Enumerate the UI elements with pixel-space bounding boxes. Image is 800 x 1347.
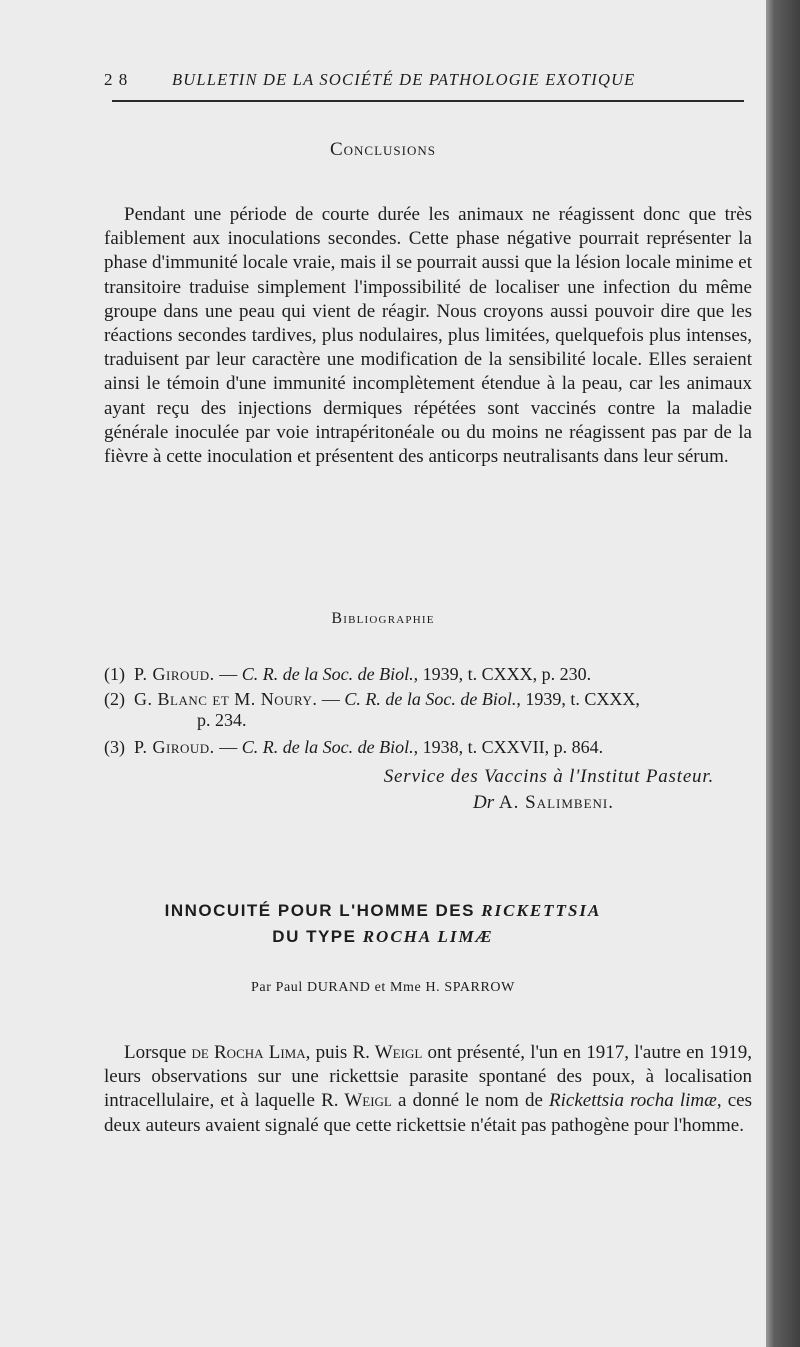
article-title-line-1: [0, 901, 766, 921]
paragraph-text: , ces deux auteurs avaient signalé que cette rickettsie n'était pas pathogène pour l'homme.: [104, 1090, 752, 1136]
reference-details: , 1939, t. CXXX, p. 230.: [413, 664, 592, 684]
running-title: BULLETIN DE LA SOCIÉTÉ DE PATHOLOGIE EXOTIQUE: [172, 70, 636, 89]
reference-details: , 1938, t. CXXVII, p. 864.: [413, 737, 604, 757]
signature-title: Dr: [473, 792, 495, 813]
article-paragraph: [104, 1041, 752, 1138]
article-title-genus: RICKETTSIA: [481, 901, 602, 920]
reference-number: (2): [104, 689, 125, 709]
signature-block: [384, 766, 714, 814]
reference-details: , 1939, t. CXXX,: [516, 689, 640, 709]
reference-journal: C. R. de la Soc. de Biol.: [241, 737, 414, 757]
reference-number: (1): [104, 664, 125, 684]
article-title-text: INNOCUITÉ POUR L'HOMME DES: [164, 901, 482, 920]
paragraph-text: , puis: [305, 1042, 353, 1063]
header-rule: [112, 100, 744, 102]
reference-author: P. Giroud.: [134, 737, 215, 757]
article-body: [104, 1041, 752, 1138]
paragraph-text: Lorsque: [124, 1042, 192, 1063]
signature-author: [384, 792, 614, 814]
reference-2-continuation: p. 234.: [197, 710, 247, 730]
byline-prefix: Par Paul: [251, 980, 307, 995]
byline-author-sparrow: SPARROW: [444, 980, 515, 995]
article-title-species: ROCHA LIMÆ: [362, 927, 494, 946]
reference-journal: C. R. de la Soc. de Biol.: [241, 664, 414, 684]
byline-middle: et Mme H.: [370, 980, 445, 995]
conclusions-heading: Conclusions: [329, 139, 436, 160]
conclusions-paragraph: Pendant une période de courte durée les animaux ne réagissent donc que très faiblement aux inoculations secondes. Cette phase négative pourrait représenter la phase d'immunité locale vraie, mais il se pourrait aussi que la lésion locale minime et transitoire traduise simplement l'impossibilité de localiser une infection du même groupe dans une peau qui vient de réagir. Nous croyons aussi pouvoir dire que les réactions secondes tardives, plus nodulaires, plus limitées, quelquefois plus intenses, traduisent par leur caractère une modification de la sensibilité locale. Elles seraient ainsi le témoin d'une immunité incomplètement étendue à la peau, car les animaux ayant reçu des injections dermiques répétées sont vaccinés contre la maladie générale inoculée par voie intrapéritonéale ou du moins ne réagissent pas par de la fièvre à cette inoculation et présentent des anticorps neutralisants dans leur sérum.: [104, 204, 752, 468]
running-header: [104, 70, 744, 94]
species-name: Rickettsia rocha limæ: [549, 1090, 717, 1112]
reference-3: [104, 737, 754, 758]
reference-1: [104, 664, 754, 685]
paragraph-text: a donné le nom de: [391, 1090, 550, 1112]
reference-author: P. Giroud.: [134, 664, 215, 684]
reference-number: (3): [104, 737, 125, 757]
bibliography-heading: Bibliographie: [331, 610, 435, 627]
reference-separator: —: [317, 689, 345, 709]
article-title-line-2: [0, 927, 766, 947]
signature-institution: Service des Vaccins à l'Institut Pasteur.: [383, 766, 714, 787]
page-number: 2 8: [104, 70, 129, 89]
reference-2: [104, 689, 754, 710]
reference-author: G. Blanc et M. Noury.: [134, 689, 318, 709]
article-byline: [0, 980, 766, 996]
reference-journal: C. R. de la Soc. de Biol.: [344, 689, 517, 709]
reference-separator: —: [214, 664, 242, 684]
article-title-text: DU TYPE: [272, 927, 363, 946]
page-edge-shadow: [766, 0, 800, 1347]
conclusions-body: [104, 203, 752, 469]
paragraph-text: ont présenté, l'un en 1917, l'autre en 1919, leurs observations sur une rickettsie parasite spontané des poux, à localisation intracellulaire, et à laquelle: [104, 1042, 752, 1112]
byline-author-durand: DURAND: [306, 980, 371, 995]
author-weigl: R. Weigl: [321, 1090, 392, 1112]
reference-separator: —: [214, 737, 242, 757]
author-de-rocha-lima: de Rocha Lima: [191, 1042, 306, 1063]
author-weigl: R. Weigl: [352, 1042, 423, 1063]
signature-name: A. Salimbeni.: [498, 792, 614, 813]
